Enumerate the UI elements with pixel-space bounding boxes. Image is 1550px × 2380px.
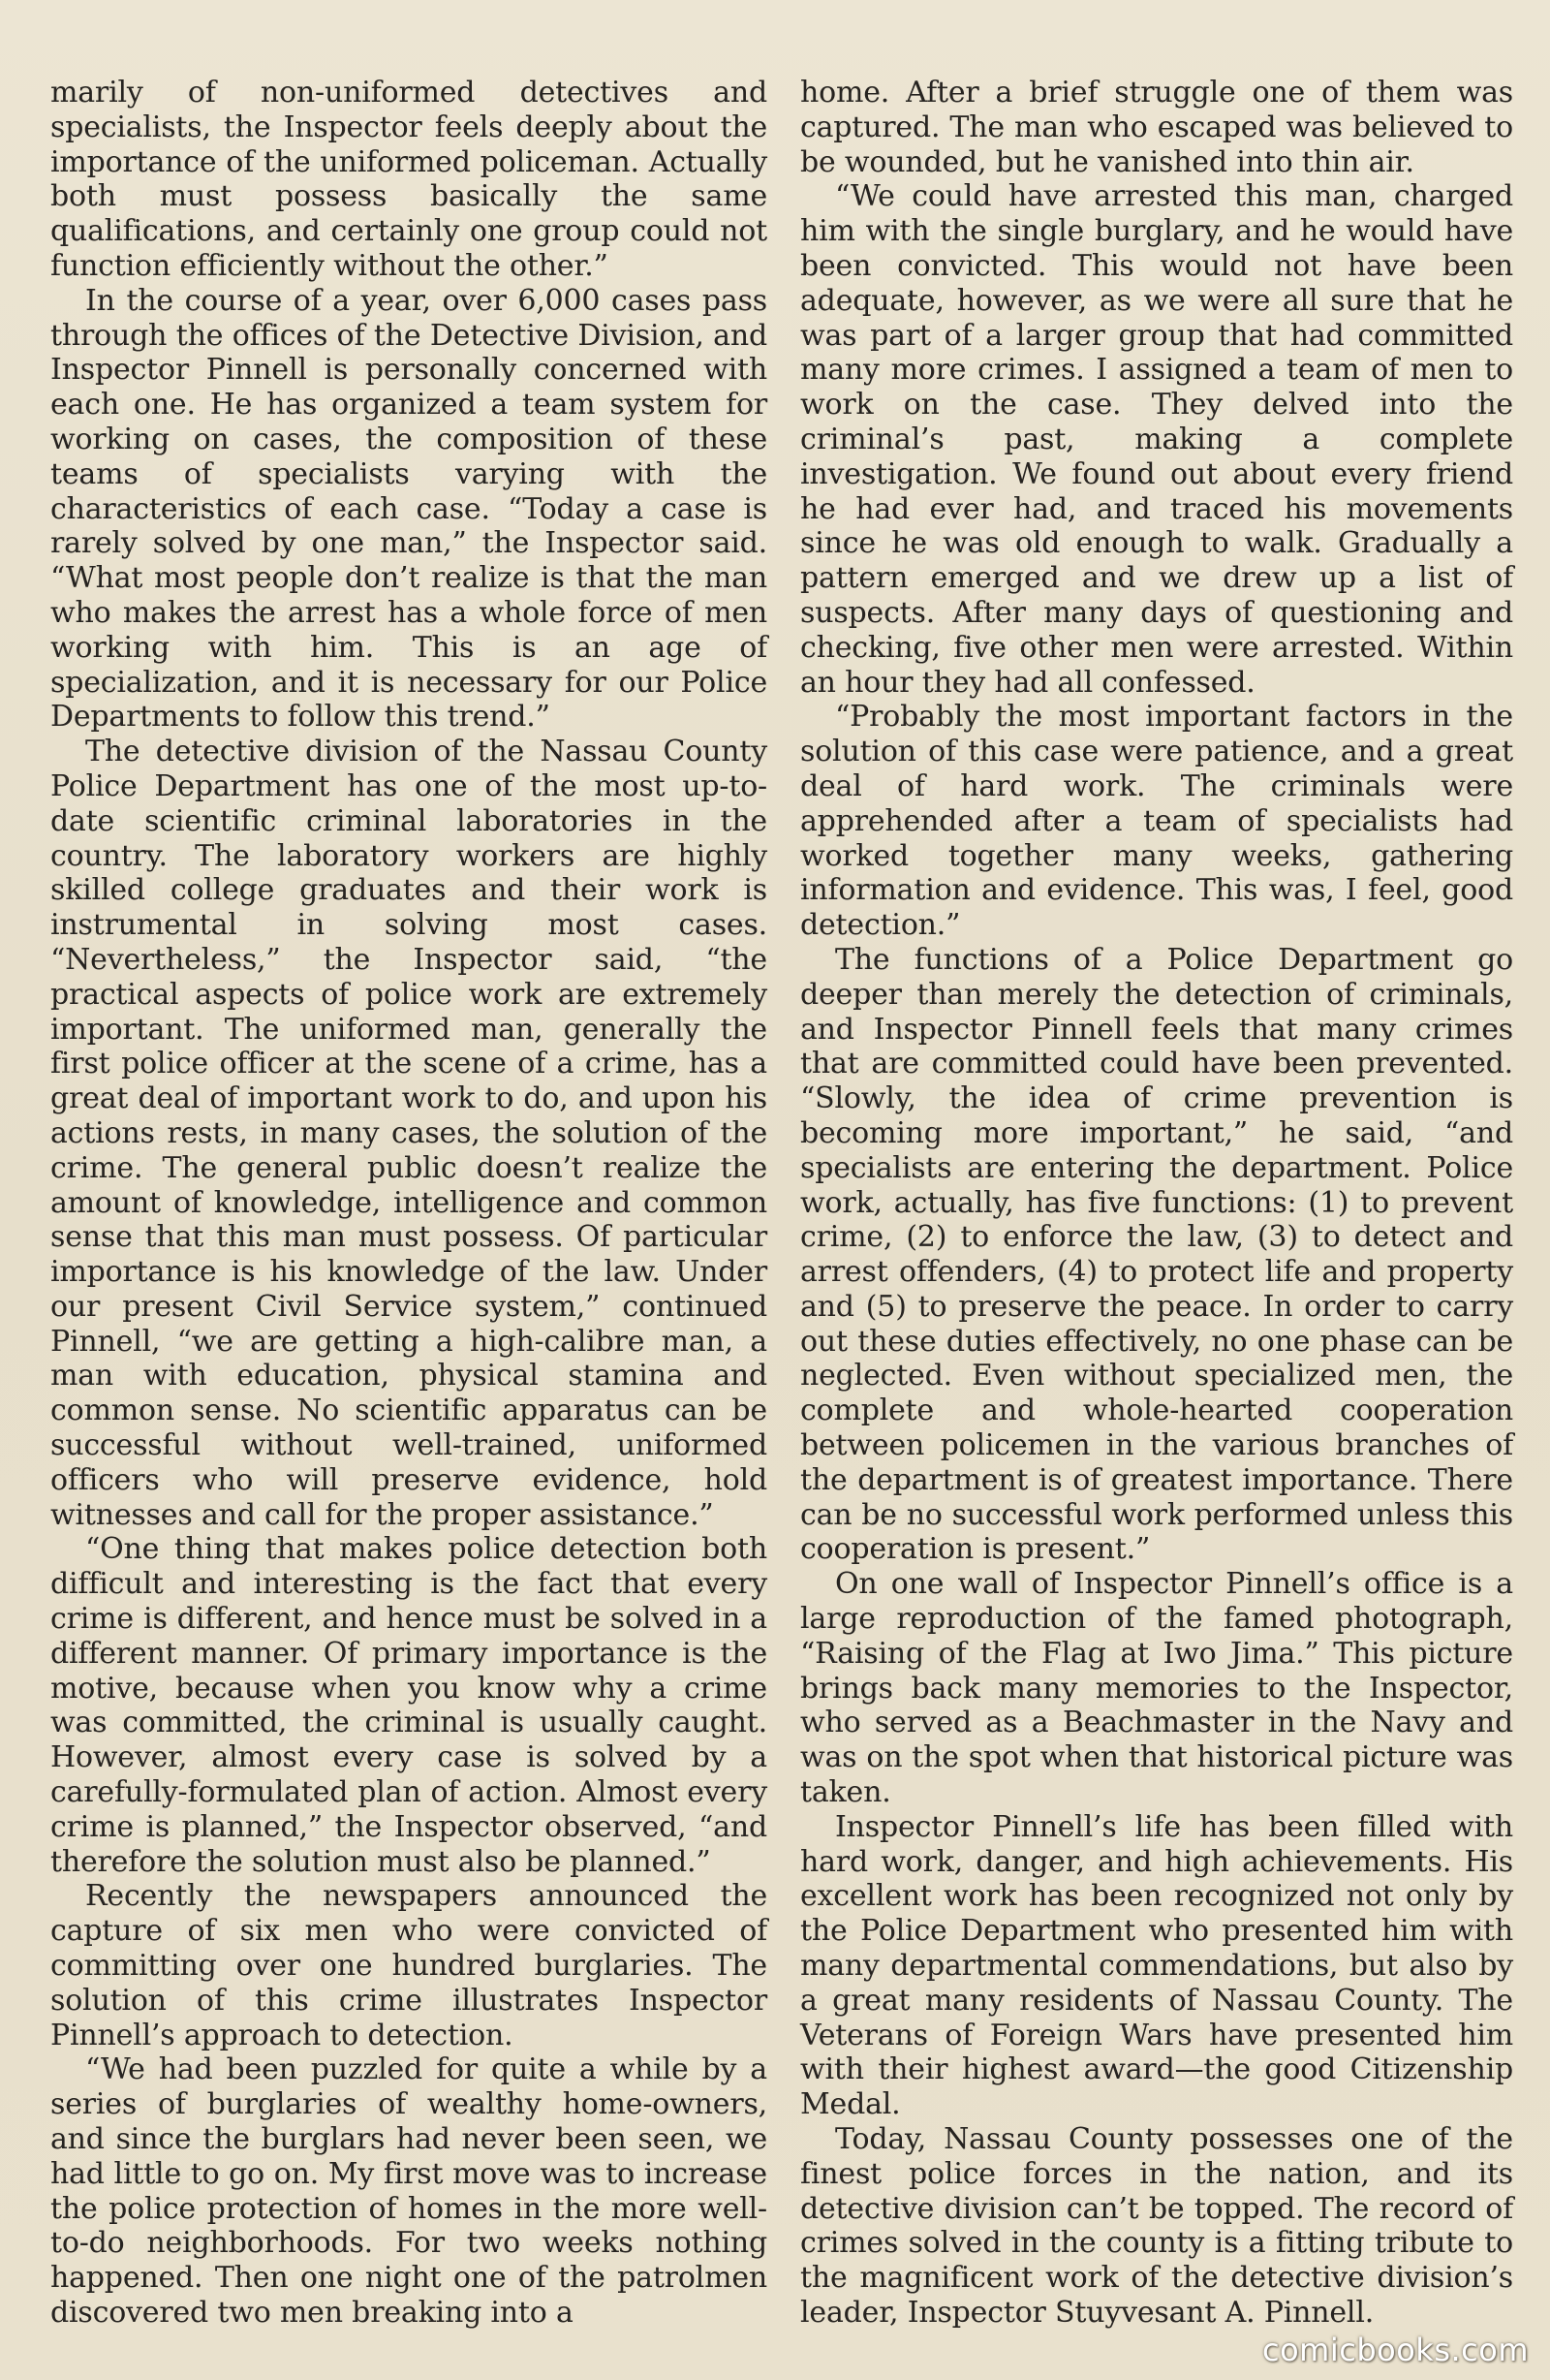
paragraph: The functions of a Police Department go deeper than merely the detection of criminals, and Inspector Pinnell feels that many crimes that are committed could have been prevented. “Slowly, the idea of crime prevention is becoming more important,” he said, “and specialists are entering the department. Police work, actually, has five functions: (1) to prevent crime, (2) to enforce the law, (3) to detect and arrest offenders, (4) to protect life and property and (5) to preserve the peace. In order to carry out these duties effectively, no one phase can be neglected. Even without specialized men, the complete and whole-hearted cooperation between policemen in the various branches of the department is of greatest importance. There can be no successful work performed unless this cooperation is present.” [800, 942, 1513, 1567]
paragraph: The detective division of the Nassau County Police Department has one of the most up-to-date scientific criminal laboratories in the country. The laboratory workers are highly skilled college graduates and their work is instrumental in solving most cases. “Nevertheless,” the Inspector said, “the practical aspects of police work are extremely important. The uniformed man, generally the first police officer at the scene of a crime, has a great deal of important work to do, and upon his actions rests, in many cases, the solution of the crime. The general public doesn’t realize the amount of knowledge, intelligence and common sense that this man must possess. Of particular importance is his knowledge of the law. Under our present Civil Service system,” continued Pinnell, “we are getting a high-calibre man, a man with education, physical stamina and common sense. No scientific apparatus can be successful without well-trained, uniformed officers who will preserve evidence, hold witnesses and call for the proper assistance.” [50, 735, 767, 1532]
left-text-column [50, 76, 767, 2330]
paragraph: home. After a brief struggle one of them was captured. The man who escaped was believed to be wounded, but he vanished into thin air. [800, 76, 1513, 179]
site-watermark: comicbooks.com [1261, 2332, 1529, 2368]
paragraph: Inspector Pinnell’s life has been filled with hard work, danger, and high achievements. His excellent work has been recognized not only by the Police Department who presented him with many departmental commendations, but also by a great many residents of Nassau County. The Veterans of Foreign Wars have presented him with their highest award—the good Citizenship Medal. [800, 1809, 1513, 2122]
right-text-column [800, 76, 1513, 2330]
paragraph: “We could have arrested this man, charged him with the single burglary, and he would have been convicted. This would not have been adequate, however, as we were all sure that he was part of a larger group that had committed many more crimes. I assigned a team of men to work on the case. They delved into the criminal’s past, making a complete investigation. We found out about every friend he had ever had, and traced his movements since he was old enough to walk. Gradually a pattern emerged and we drew up a list of suspects. After many days of questioning and checking, five other men were arrested. Within an hour they had all confessed. [800, 179, 1513, 700]
paragraph: Today, Nassau County possesses one of the finest police forces in the nation, and its detective division can’t be topped. The record of crimes solved in the county is a fitting tribute to the magnificent work of the detective division’s leader, Inspector Stuyvesant A. Pinnell. [800, 2122, 1513, 2330]
paragraph: “Probably the most important factors in the solution of this case were patience, and a great deal of hard work. The criminals were apprehended after a team of specialists had worked together many weeks, gathering information and evidence. This was, I feel, good detection.” [800, 700, 1513, 943]
paragraph: marily of non-uniformed detectives and specialists, the Inspector feels deeply about the importance of the uniformed policeman. Actually both must possess basically the same qualifications, and certainly one group could not function efficiently without the other.” [50, 76, 767, 283]
paragraph: “We had been puzzled for quite a while by a series of burglaries of wealthy home-owners, and since the burglars had never been seen, we had little to go on. My first move was to increase the police protection of homes in the more well-to-do neighborhoods. For two weeks nothing happened. Then one night one of the patrolmen discovered two men breaking into a [50, 2052, 767, 2330]
paragraph: On one wall of Inspector Pinnell’s office is a large reproduction of the famed photograph, “Raising of the Flag at Iwo Jima.” This picture brings back many memories to the Inspector, who served as a Beachmaster in the Navy and was on the spot when that historical picture was taken. [800, 1567, 1513, 1810]
column-gutter [775, 78, 777, 2287]
paragraph: Recently the newspapers announced the capture of six men who were convicted of committing over one hundred burglaries. The solution of this crime illustrates Inspector Pinnell’s approach to detection. [50, 1879, 767, 2052]
paragraph: In the course of a year, over 6,000 cases pass through the offices of the Detective Division, and Inspector Pinnell is personally concerned with each one. He has organized a team system for working on cases, the composition of these teams of specialists varying with the characteristics of each case. “Today a case is rarely solved by one man,” the Inspector said. “What most people don’t realize is that the man who makes the arrest has a whole force of men working with him. This is an age of specialization, and it is necessary for our Police Departments to follow this trend.” [50, 283, 767, 735]
paragraph: “One thing that makes police detection both difficult and interesting is the fact that every crime is different, and hence must be solved in a different manner. Of primary importance is the motive, because when you know why a crime was committed, the criminal is usually caught. However, almost every case is solved by a carefully-formulated plan of action. Almost every crime is planned,” the Inspector observed, “and therefore the solution must also be planned.” [50, 1532, 767, 1879]
